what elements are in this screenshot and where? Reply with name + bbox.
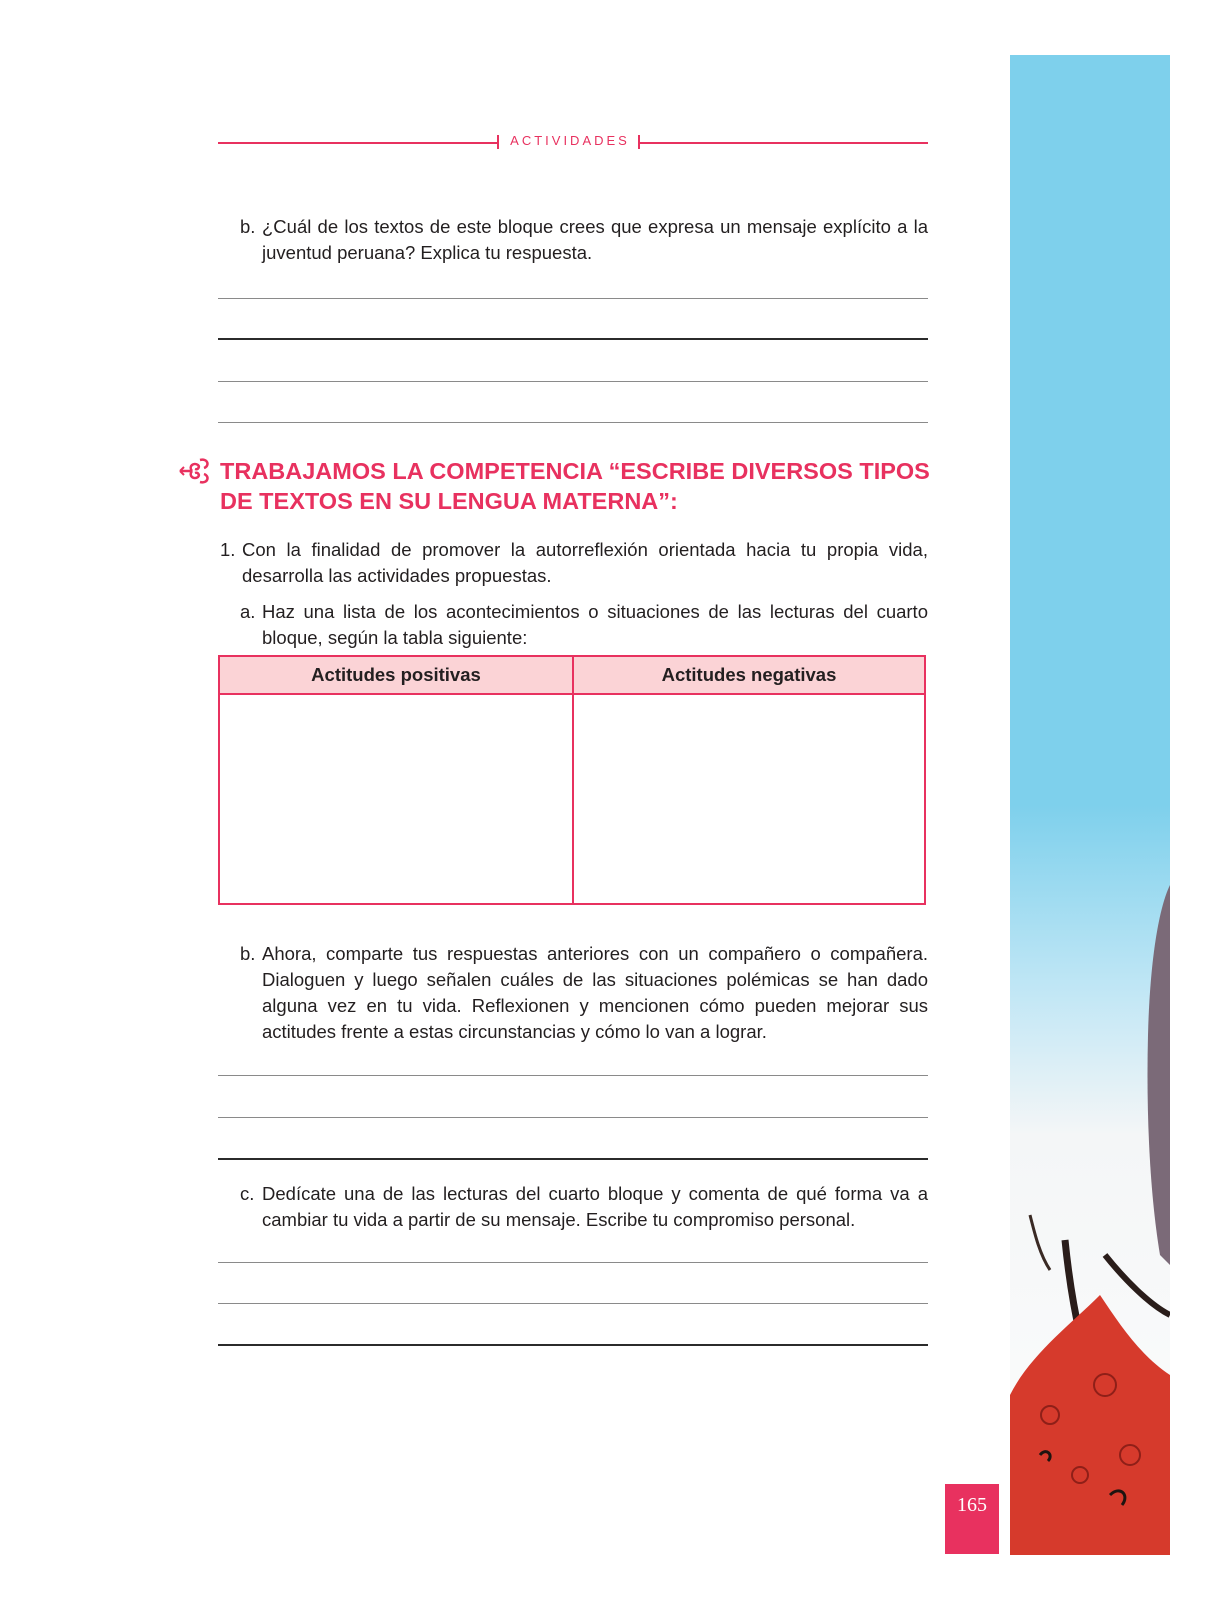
- table-cell-negative[interactable]: [574, 695, 924, 903]
- attitudes-table: [218, 655, 926, 905]
- item-text: Ahora, comparte tus respuestas anteriores con un compañero o compañera. Dialoguen y luego señalen cuáles de las situaciones polémicas se han dado alguna vez en tu vida. Reflexionen y mencionen cómo pueden mejorar sus actitudes frente a estas circunstancias y cómo lo van a lograr.: [262, 943, 928, 1042]
- question-marker: b.: [240, 216, 256, 237]
- item-text: Haz una lista de los acontecimientos o situaciones de las lecturas del cuarto bloque, según la tabla siguiente:: [262, 601, 928, 648]
- item-1: [220, 537, 928, 589]
- question-b-previous: [240, 214, 928, 266]
- fleur-icon: [178, 456, 214, 486]
- item-1a: [240, 599, 928, 651]
- answer-line[interactable]: [218, 338, 928, 340]
- answer-line[interactable]: [218, 381, 928, 382]
- item-marker: 1.: [220, 539, 236, 560]
- item-text: Con la finalidad de promover la autorreflexión orientada hacia tu propia vida, desarrolla las actividades propuestas.: [242, 539, 928, 586]
- answer-line[interactable]: [218, 298, 928, 299]
- question-text: ¿Cuál de los textos de este bloque crees que expresa un mensaje explícito a la juventud peruana? Explica tu respuesta.: [262, 216, 928, 263]
- header-label: ACTIVIDADES: [510, 133, 630, 148]
- item-marker: c.: [240, 1183, 255, 1204]
- table-header-negative: Actitudes negativas: [574, 657, 924, 695]
- answer-line[interactable]: [218, 422, 928, 423]
- answer-line[interactable]: [218, 1158, 928, 1160]
- answer-line[interactable]: [218, 1344, 928, 1346]
- side-illustration: [1010, 55, 1170, 1555]
- item-1b: [240, 941, 928, 1045]
- answer-line[interactable]: [218, 1262, 928, 1263]
- table-header-positive: Actitudes positivas: [220, 657, 572, 695]
- table-cell-positive[interactable]: [220, 695, 572, 903]
- page-number: 165: [945, 1484, 999, 1554]
- item-text: Dedícate una de las lecturas del cuarto bloque y comenta de qué forma va a cambiar tu vida a partir de su mensaje. Escribe tu compromiso personal.: [262, 1183, 928, 1230]
- item-marker: b.: [240, 943, 256, 964]
- answer-line[interactable]: [218, 1075, 928, 1076]
- item-marker: a.: [240, 601, 256, 622]
- answer-line[interactable]: [218, 1117, 928, 1118]
- item-1c: [240, 1181, 928, 1233]
- section-title: TRABAJAMOS LA COMPETENCIA “ESCRIBE DIVERSOS TIPOS DE TEXTOS EN SU LENGUA MATERNA”:: [220, 458, 930, 514]
- answer-line[interactable]: [218, 1303, 928, 1304]
